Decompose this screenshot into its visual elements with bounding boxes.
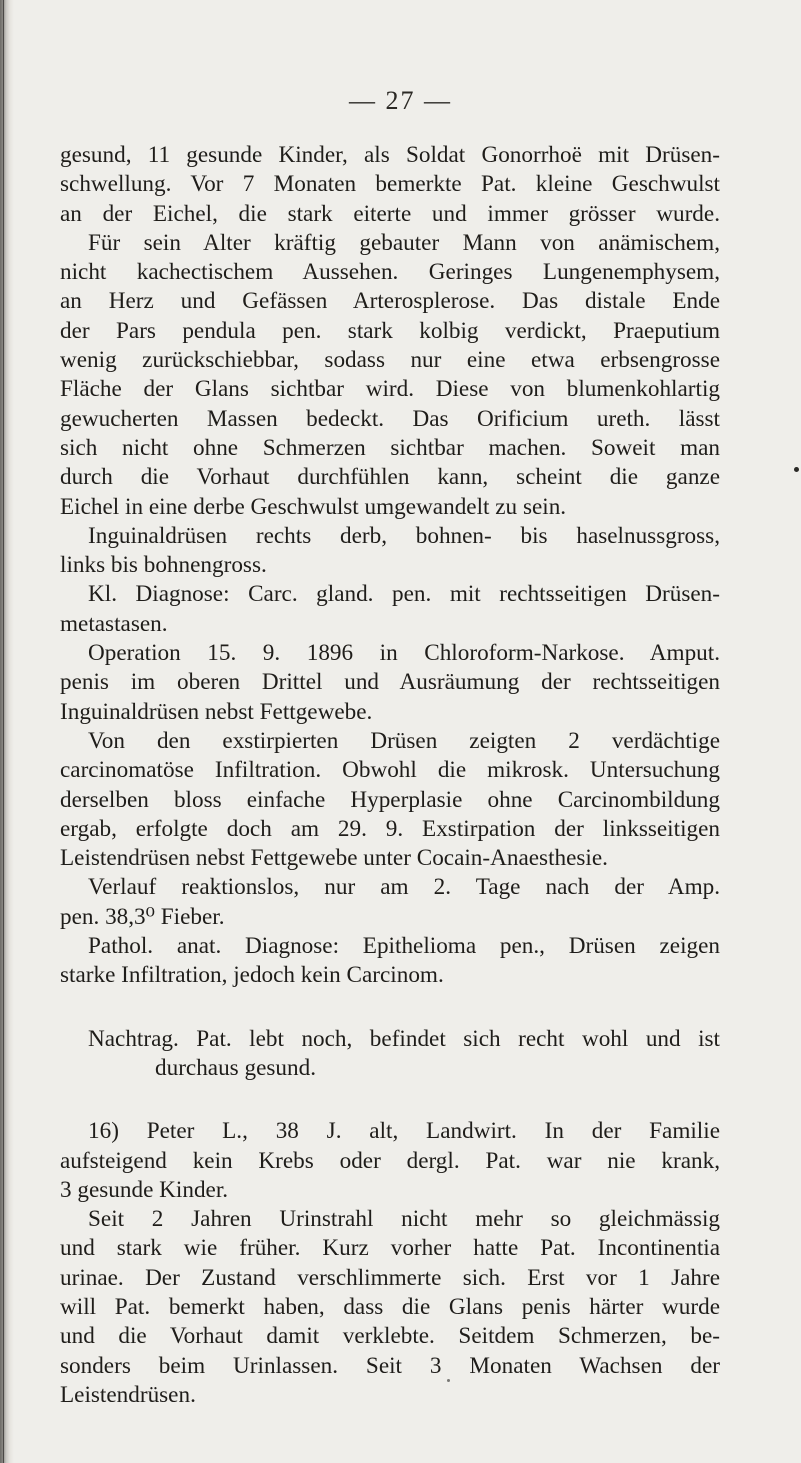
text-line: 16) Peter L., 38 J. alt, Landwirt. In der Familie	[88, 1118, 720, 1145]
text-line: Eichel in eine derbe Geschwulst umgewandelt zu sein.	[60, 493, 567, 520]
text-line: links bis bohnengross.	[60, 552, 267, 579]
text-line: schwellung. Vor 7 Monaten bemerkte Pat. kleine Geschwulst	[60, 171, 720, 198]
paper-spot	[447, 1379, 450, 1382]
body-text	[60, 141, 720, 1410]
text-line: nicht kachectischem Aussehen. Geringes Lungenemphysem,	[60, 259, 720, 286]
text-line: Seit 2 Jahren Urinstrahl nicht mehr so gleichmässig	[88, 1206, 720, 1233]
text-line: ergab, erfolgte doch am 29. 9. Exstirpation der linksseitigen	[60, 815, 720, 842]
text-line: Fläche der Glans sichtbar wird. Diese von blumenkohlartig	[60, 376, 720, 403]
text-line: Verlauf reaktionslos, nur am 2. Tage nach der Amp.	[88, 874, 720, 901]
text-line: Für sein Alter kräftig gebauter Mann von anämischem,	[88, 229, 720, 256]
text-line: metastasen.	[60, 610, 168, 637]
text-line: durch die Vorhaut durchfühlen kann, scheint die ganze	[60, 464, 720, 491]
text-line: Leistendrüsen nebst Fettgewebe unter Cocain-Anaesthesie.	[60, 845, 608, 872]
text-line: penis im oberen Drittel und Ausräumung der rechtsseitigen	[60, 669, 720, 696]
text-line: will Pat. bemerkt haben, dass die Glans penis härter wurde	[60, 1293, 720, 1320]
text-line: derselben bloss einfache Hyperplasie ohne Carcinombildung	[60, 786, 720, 813]
text-line: Von den exstirpierten Drüsen zeigten 2 verdächtige	[88, 727, 720, 754]
text-line: gewucherten Massen bedeckt. Das Orificium ureth. lässt	[60, 405, 720, 432]
text-line: carcinomatöse Infiltration. Obwohl die mikrosk. Untersuchung	[60, 757, 720, 784]
text-line: aufsteigend kein Krebs oder dergl. Pat. war nie krank,	[60, 1147, 720, 1174]
text-line: Kl. Diagnose: Carc. gland. pen. mit rechtsseitigen Drüsen-	[88, 581, 720, 608]
text-line: urinae. Der Zustand verschlimmerte sich. Erst vor 1 Jahre	[60, 1264, 720, 1291]
text-line: an Herz und Gefässen Arterosplerose. Das distale Ende	[60, 288, 720, 315]
text-line: Leistendrüsen.	[60, 1381, 196, 1408]
paper-spot	[794, 467, 799, 472]
text-line: starke Infiltration, jedoch kein Carcinom.	[60, 962, 444, 989]
text-line: gesund, 11 gesunde Kinder, als Soldat Gonorrhoë mit Drüsen-	[60, 142, 720, 168]
text-line: Inguinaldrüsen rechts derb, bohnen- bis haselnussgross,	[88, 522, 720, 549]
text-line: und stark wie früher. Kurz vorher hatte Pat. Incontinentia	[60, 1235, 720, 1262]
text-line: der Pars pendula pen. stark kolbig verdickt, Praeputium	[60, 317, 720, 344]
page-number: — 27 —	[349, 86, 452, 115]
text-line: sonders beim Urinlassen. Seit 3 Monaten Wachsen der	[60, 1352, 720, 1379]
text-line: an der Eichel, die stark eiterte und immer grösser wurde.	[60, 200, 720, 227]
text-line: Nachtrag. Pat. lebt noch, befindet sich recht wohl und ist	[88, 1025, 720, 1052]
text-line: sich nicht ohne Schmerzen sichtbar machen. Soweit man	[60, 434, 720, 461]
text-line: Inguinaldrüsen nebst Fettgewebe.	[60, 698, 373, 725]
text-line: pen. 38,3⁰ Fieber.	[60, 903, 225, 930]
text-line: Operation 15. 9. 1896 in Chloroform-Narkose. Amput.	[88, 640, 720, 667]
text-line: 3 gesunde Kinder.	[60, 1176, 229, 1203]
scan-border-line	[3, 0, 4, 1463]
text-line: Pathol. anat. Diagnose: Epithelioma pen., Drüsen zeigen	[88, 933, 720, 960]
text-line: wenig zurückschiebbar, sodass nur eine etwa erbsengrosse	[60, 347, 720, 374]
text-line: und die Vorhaut damit verklebte. Seitdem Schmerzen, be-	[60, 1323, 720, 1350]
text-line: durchaus gesund.	[155, 1054, 316, 1081]
